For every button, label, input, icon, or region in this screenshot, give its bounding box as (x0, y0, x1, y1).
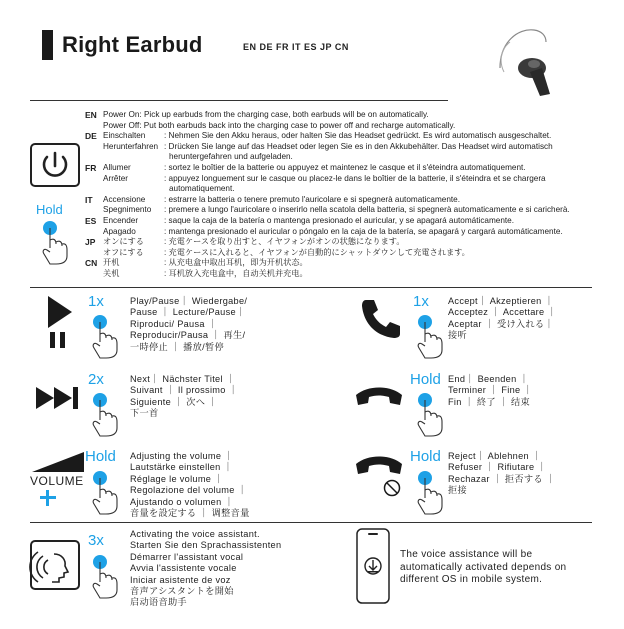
next-track-labels: Next｜ Nächster Titel ｜ Suivant ｜ Il prossimo ｜ Siguiente ｜ 次へ ｜ 下一首 (130, 374, 238, 419)
power-icon (32, 145, 78, 185)
power-button (30, 143, 80, 187)
hold-label: Hold (410, 371, 441, 388)
hold-label: Hold (36, 202, 63, 217)
instruction-text: automatiquement. (169, 184, 235, 194)
instruction-label: Apagado (103, 226, 136, 236)
instruction-text: : estrarre la batteria o tenere premuto l'auricolare e si spegnerà automaticamente. (164, 194, 461, 204)
divider (30, 287, 592, 288)
instruction-label: 关机 (103, 268, 120, 278)
accept-labels: Accept｜ Akzeptieren ｜ Acceptez ｜ Accettare ｜ Aceptar ｜ 受け入れる｜ 接听 (448, 296, 557, 341)
language-list: EN DE FR IT ES JP CN (243, 42, 349, 52)
volume-labels: Adjusting the volume ｜ Lautstärke einstellen ｜ Réglage le volume ｜ Regolazione del volume ｜ Ajustando o volumen ｜ 音量を設定する ｜ 调整音量 (130, 451, 250, 519)
instruction-label: 开机 (103, 258, 120, 268)
instruction-text: : saque la caja de la batería o mantenga presionado el auricular, y se apagará automáticamente. (164, 215, 515, 225)
instruction-text: : Nehmen Sie den Akku heraus, oder halten Sie das Headset gedrückt. Es wird automatisch ausgeschaltet. (164, 131, 552, 141)
smartphone-icon (356, 528, 390, 604)
hold-label: Hold (85, 448, 116, 465)
language-code: CN (85, 258, 98, 269)
tap-count: 1x (413, 293, 429, 310)
tap-count: 2x (88, 371, 104, 388)
phone-hangup-icon (354, 383, 404, 409)
instruction-text: : Drücken Sie lange auf das Headset oder legen Sie es in den Akkubehälter. Das Headset wird automatisch (164, 141, 553, 151)
tap-hand-icon (86, 390, 126, 436)
language-code: EN (85, 110, 97, 120)
play-pause-icon (42, 294, 82, 350)
tap-hand-icon (86, 468, 126, 514)
volume-label: VOLUME (30, 474, 84, 488)
instruction-label: オンにする (103, 237, 144, 247)
divider (30, 522, 592, 523)
tap-hand-icon (411, 312, 451, 358)
instruction-label: Arrêter (103, 173, 129, 183)
tap-count: 3x (88, 532, 104, 549)
page-title: Right Earbud (62, 32, 203, 57)
language-code: FR (85, 162, 97, 173)
end-call-labels: End｜ Beenden ｜ Terminer ｜ Fine ｜ Fin ｜ 終了 ｜ 结束 (448, 374, 533, 407)
instruction-label: オフにする (103, 247, 144, 257)
instruction-text: Power Off: Put both earbuds back into the charging case to power off and recharge automatically. (103, 120, 456, 130)
phone-reject-icon (354, 452, 404, 498)
instruction-text: : premere a lungo l'auricolare o inserirlo nella scatola della batteria, si spegnerà automaticamente e si caricherà. (164, 205, 570, 215)
voice-assistant-icon (32, 542, 78, 588)
instruction-label: Herunterfahren (103, 141, 159, 151)
instruction-label: Encender (103, 215, 139, 225)
tap-hand-icon (411, 390, 451, 436)
instruction-text: : 充電ケースを取り出すと、イヤフォンがオンの状態になります。 (164, 237, 405, 247)
instruction-text: : sortez le boîtier de la batterie ou appuyez et maintenez le casque et il s'éteindra automatiquement. (164, 162, 526, 172)
instruction-text: : 从充电盒中取出耳机，即为开机状态。 (164, 258, 308, 268)
voice-assistant-note: The voice assistance will be automatically activated depends on different OS in mobile system. (400, 549, 567, 586)
language-code: ES (85, 215, 97, 226)
voice-assistant-labels: Activating the voice assistant. Starten Sie den Sprachassistenten Démarrer l'assistant vocal Avvia l'assistente vocale Iniciar asistente de voz 音声アシスタントを開始 启动语音助手 (130, 529, 282, 608)
phone-accept-icon (358, 296, 404, 340)
instruction-text: : 耳机放入充电盒中，自动关机并充电。 (164, 268, 308, 278)
language-code: JP (85, 237, 96, 248)
plus-icon (38, 488, 58, 508)
instruction-label: Allumer (103, 162, 131, 172)
instruction-text: : appuyez longuement sur le casque ou placez-le dans le boîtier de la batterie, il s'éteindra et se chargera (164, 173, 546, 183)
earbud-illustration (490, 20, 570, 100)
next-track-icon (36, 387, 86, 409)
instruction-label: Einschalten (103, 131, 146, 141)
tap-hand-icon (86, 312, 126, 358)
language-code: DE (85, 131, 97, 142)
tap-hand-icon (86, 552, 126, 598)
tap-hand-icon (36, 218, 76, 264)
instruction-text: heruntergefahren und aufgeladen. (169, 152, 293, 162)
tap-hand-icon (411, 468, 451, 514)
instruction-label: Spegnimento (103, 205, 152, 215)
instruction-text: Power On: Pick up earbuds from the charging case, both earbuds will be on automatically. (103, 110, 429, 119)
hold-label: Hold (410, 448, 441, 465)
title-marker (42, 30, 53, 60)
voice-assistant-box (30, 540, 80, 590)
instruction-label: Accensione (103, 194, 146, 204)
instruction-text: : mantenga presionado el auricular o póngalo en la caja de la batería, se apagará y cargará automáticamente. (164, 226, 563, 236)
tap-count: 1x (88, 293, 104, 310)
play-pause-labels: Play/Pause｜ Wiedergabe/ Pause ｜ Lecture/Pause｜ Riproduci/ Pausa ｜ Reproducir/Pausa ｜ 再生/ 一時停止 ｜ 播放/暂停 (130, 296, 248, 352)
reject-labels: Reject｜ Ablehnen ｜ Refuser ｜ Rifiutare ｜ Rechazar ｜ 拒否する ｜ 拒接 (448, 451, 556, 496)
volume-ramp-icon (30, 450, 86, 472)
instruction-text: : 充電ケースに入れると、イヤフォンが自動的にシャットダウンして充電されます。 (164, 247, 470, 257)
divider (30, 100, 448, 101)
language-code: IT (85, 194, 93, 205)
